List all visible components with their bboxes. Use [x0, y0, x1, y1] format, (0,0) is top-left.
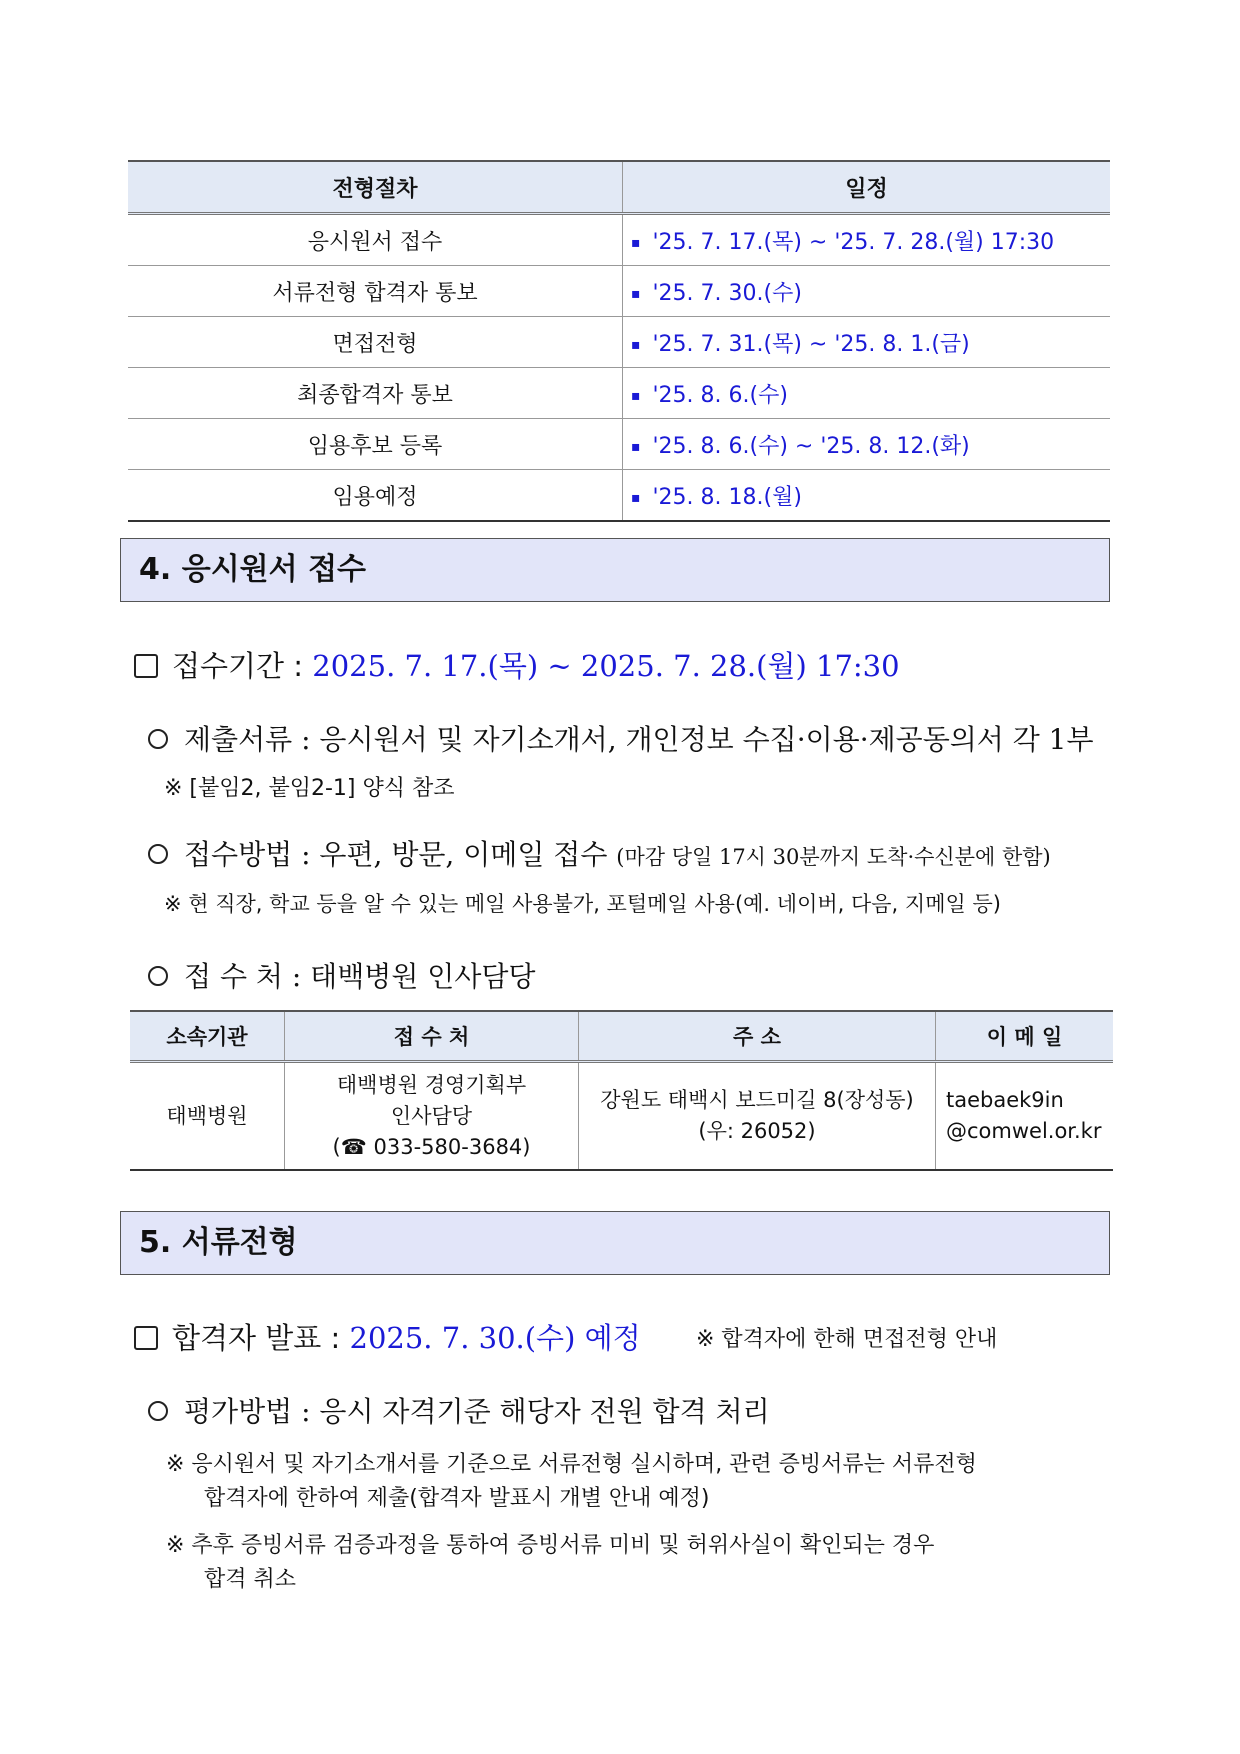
schedule-date-cell: [623, 266, 1111, 317]
pass-announcement-value: 2025. 7. 30.(수) 예정: [349, 1321, 641, 1355]
reception-office-line: 태백병원 경영기획부: [336, 1072, 527, 1097]
reception-period-value: 2025. 7. 17.(목) ~ 2025. 7. 28.(월) 17:30: [312, 649, 900, 683]
pass-announcement-note: ※ 합격자에 한해 면접전형 안내: [696, 1327, 998, 1352]
checkbox-square-icon: [134, 654, 158, 678]
reception-header-address: 주 소: [579, 1011, 936, 1062]
circle-bullet-icon: [148, 844, 168, 864]
reception-period: [134, 644, 900, 685]
submit-docs: [148, 718, 1094, 758]
reception-period-label: 접수기간 :: [172, 649, 313, 683]
reception-office: [285, 1062, 579, 1171]
reception-email-line: taebaek9in: [946, 1088, 1064, 1112]
evaluation-method: [148, 1390, 770, 1430]
reception-address: [579, 1062, 936, 1171]
schedule-row: [128, 317, 1110, 368]
reception-header-org: 소속기관: [130, 1011, 285, 1062]
pass-announcement: [134, 1316, 641, 1357]
schedule-date-cell: [623, 470, 1111, 522]
reception-method-text: 접수방법 : 우편, 방문, 이메일 접수: [184, 838, 617, 871]
circle-bullet-icon: [148, 729, 168, 749]
checkbox-square-icon: [134, 1326, 158, 1350]
schedule-row: [128, 419, 1110, 470]
schedule-date-cell: [623, 214, 1111, 266]
bullet-icon: ▪: [631, 438, 641, 455]
reception-header-office: 접 수 처: [285, 1011, 579, 1062]
reception-place: [148, 955, 535, 995]
bullet-icon: ▪: [631, 234, 641, 251]
evaluation-method-text: 평가방법 : 응시 자격기준 해당자 전원 합격 처리: [184, 1395, 770, 1428]
bullet-icon: ▪: [631, 285, 641, 302]
schedule-step: 임용예정: [128, 470, 623, 522]
submit-docs-note: ※ [붙임2, 붙임2-1] 양식 참조: [164, 776, 455, 801]
screening-note-2: ※ 추후 증빙서류 검증과정을 통하여 증빙서류 미비 및 허위사실이 확인되는 경우: [166, 1533, 935, 1558]
bullet-icon: ▪: [631, 336, 641, 353]
schedule-row: [128, 266, 1110, 317]
reception-header-email: 이 메 일: [936, 1011, 1114, 1062]
schedule-step: 면접전형: [128, 317, 623, 368]
bullet-icon: ▪: [631, 387, 641, 404]
circle-bullet-icon: [148, 1401, 168, 1421]
schedule-date-cell: [623, 419, 1111, 470]
schedule-step: 최종합격자 통보: [128, 368, 623, 419]
section4-header: 4. 응시원서 접수: [120, 538, 1110, 602]
schedule-row: [128, 368, 1110, 419]
reception-address-line: 강원도 태백시 보드미길 8(장성동): [600, 1088, 914, 1112]
reception-row: [130, 1062, 1113, 1171]
schedule-header-step: 전형절차: [128, 161, 623, 214]
submit-docs-text: 제출서류 : 응시원서 및 자기소개서, 개인정보 수집·이용·제공동의서 각 1부: [184, 723, 1094, 756]
schedule-step: 임용후보 등록: [128, 419, 623, 470]
schedule-row: [128, 470, 1110, 522]
schedule-step: 서류전형 합격자 통보: [128, 266, 623, 317]
reception-email[interactable]: [936, 1062, 1114, 1171]
schedule-date: '25. 8. 6.(수) ~ '25. 8. 12.(화): [652, 433, 970, 459]
reception-table: [130, 1010, 1113, 1171]
reception-office-phone: (☎ 033-580-3684): [332, 1134, 531, 1159]
circle-bullet-icon: [148, 966, 168, 986]
screening-note-1-cont: 합격자에 한하여 제출(합격자 발표시 개별 안내 예정): [204, 1486, 710, 1511]
section5-header: 5. 서류전형: [120, 1211, 1110, 1275]
reception-method-paren: (마감 당일 17시 30분까지 도착·수신분에 한함): [616, 845, 1051, 869]
schedule-date: '25. 7. 31.(목) ~ '25. 8. 1.(금): [652, 331, 970, 357]
schedule-date: '25. 8. 18.(월): [652, 484, 802, 510]
schedule-header-row: [128, 161, 1110, 214]
schedule-date-cell: [623, 368, 1111, 419]
reception-org: 태백병원: [130, 1062, 285, 1171]
reception-email-line: @comwel.or.kr: [946, 1119, 1102, 1143]
schedule-date-cell: [623, 317, 1111, 368]
reception-method: [148, 833, 1051, 873]
schedule-date: '25. 7. 30.(수): [652, 280, 802, 306]
screening-note-2-cont: 합격 취소: [204, 1567, 297, 1592]
reception-header-row: [130, 1011, 1113, 1062]
bullet-icon: ▪: [631, 489, 641, 506]
reception-office-line: 인사담당: [390, 1103, 473, 1128]
schedule-table: [128, 160, 1110, 522]
schedule-header-date: 일정: [623, 161, 1111, 214]
screening-note-1: ※ 응시원서 및 자기소개서를 기준으로 서류전형 실시하며, 관련 증빙서류는 서류전형: [166, 1452, 977, 1477]
pass-announcement-label: 합격자 발표 :: [172, 1321, 350, 1355]
reception-place-text: 접 수 처 : 태백병원 인사담당: [184, 960, 536, 993]
reception-postcode: (우: 26052): [698, 1119, 816, 1143]
reception-method-note: ※ 현 직장, 학교 등을 알 수 있는 메일 사용불가, 포털메일 사용(예. 네이버, 다음, 지메일 등): [164, 892, 1001, 916]
schedule-row: [128, 214, 1110, 266]
schedule-date: '25. 8. 6.(수): [652, 382, 788, 408]
schedule-step: 응시원서 접수: [128, 214, 623, 266]
schedule-date: '25. 7. 17.(목) ~ '25. 7. 28.(월) 17:30: [652, 229, 1055, 255]
